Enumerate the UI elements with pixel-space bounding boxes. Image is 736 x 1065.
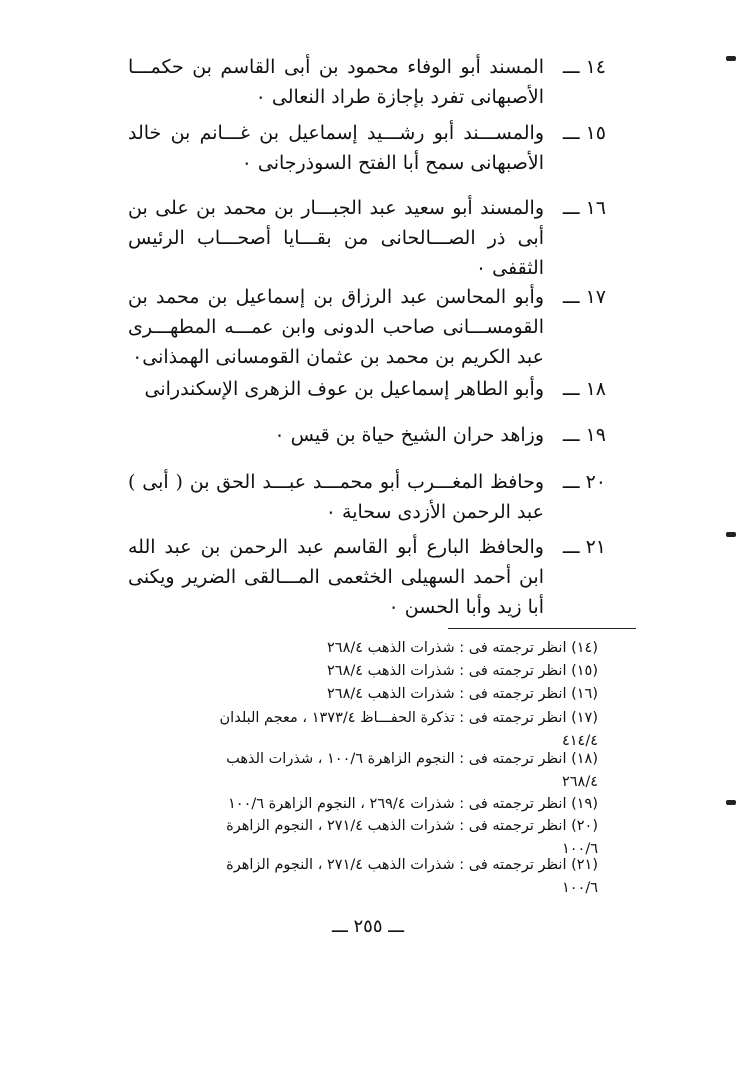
entry-number: ٢١ ـــ [562, 536, 606, 558]
footnote-15 [138, 660, 598, 683]
footnote-18 [138, 748, 598, 794]
footnote-line: (١٥) انظر ترجمته فى : شذرات الذهب ٢٦٨/٤ [327, 663, 598, 679]
entry-line: والمسند أبو سعيد عبد الجبـــار بن محمد بن على بن [128, 197, 544, 219]
footnote-line: (٢٠) انظر ترجمته فى : شذرات الذهب ٢٧١/٤ ، النجوم الزاهرة [226, 818, 598, 834]
entry-line: الأصبهانى تفرد بإجازة طراد النعالى ٠ [255, 86, 544, 108]
entry-21 [128, 532, 606, 622]
footnote-21 [138, 854, 598, 900]
footnote-14 [138, 637, 598, 660]
entry-number: ٢٠ ـــ [562, 471, 606, 493]
footnote-separator [448, 628, 636, 629]
footnote-16 [138, 683, 598, 706]
entry-line: وحافظ المغـــرب أبو محمـــد عبـــد الحق بن ( أبى ) [128, 471, 544, 493]
entry-line: ابن أحمد السهيلى الخثعمى المـــالقى الضرير ويكنى [128, 566, 544, 588]
footnote-line: ١٠٠/٦ [561, 841, 598, 857]
footnote-line: (١٤) انظر ترجمته فى : شذرات الذهب ٢٦٨/٤ [327, 640, 598, 656]
footnote-line: ٢٦٨/٤ [561, 774, 598, 790]
footnote-line: (٢١) انظر ترجمته فى : شذرات الذهب ٢٧١/٤ ، النجوم الزاهرة [226, 857, 598, 873]
entry-line: والحافظ البارع أبو القاسم عبد الرحمن بن عبد الله [128, 536, 544, 558]
entry-line: وزاهد حران الشيخ حياة بن قيس ٠ [274, 424, 544, 446]
entry-number: ١٧ ـــ [562, 286, 606, 308]
footnote-17 [138, 707, 598, 753]
footnote-line: (١٧) انظر ترجمته فى : تذكرة الحفـــاظ ١٣٧٣/٤ ، معجم البلدان [219, 710, 598, 726]
entry-line: والمســـند أبو رشـــيد إسماعيل بن غـــانم بن خالد [128, 122, 544, 144]
entry-line: وأبو المحاسن عبد الرزاق بن إسماعيل بن محمد بن [128, 286, 544, 308]
entry-16 [128, 193, 606, 283]
entry-line: الثقفى ٠ [475, 257, 544, 279]
entry-14 [128, 52, 606, 112]
entry-line: عبد الكريم بن محمد بن عثمان القومسانى الهمذانى٠ [132, 346, 544, 368]
entry-number: ١٤ ـــ [562, 56, 606, 78]
footnote-19 [138, 793, 598, 816]
footnote-line: (١٩) انظر ترجمته فى : شذرات ٢٦٩/٤ ، النجوم الزاهرة ١٠٠/٦ [228, 796, 598, 812]
footnote-line: (١٦) انظر ترجمته فى : شذرات الذهب ٢٦٨/٤ [327, 686, 598, 702]
entry-20 [128, 467, 606, 527]
scan-edge-mark [726, 800, 736, 805]
entry-line: المسند أبو الوفاء محمود بن أبى القاسم بن حكمـــا [128, 56, 544, 78]
footnote-line: ٤١٤/٤ [561, 733, 598, 749]
footnote-line: (١٨) انظر ترجمته فى : النجوم الزاهرة ١٠٠/٦ ، شذرات الذهب [226, 751, 598, 767]
entry-17 [128, 282, 606, 372]
entry-line: وأبو الطاهر إسماعيل بن عوف الزهرى الإسكندرانى [144, 378, 544, 400]
entry-number: ١٦ ـــ [562, 197, 606, 219]
entry-line: القومســـانى صاحب الدونى وابن عمـــه المطهـــرى [128, 316, 544, 338]
page-number: ـــ ٢٥٥ ـــ [331, 916, 405, 937]
entry-line: أبا زيد وأبا الحسن ٠ [388, 596, 544, 618]
entry-number: ١٥ ـــ [562, 122, 606, 144]
entry-18 [128, 374, 606, 404]
entry-line: عبد الرحمن الأزدى سحاية ٠ [325, 501, 544, 523]
entry-number: ١٨ ـــ [562, 378, 606, 400]
entry-number: ١٩ ـــ [562, 424, 606, 446]
footnote-line: ١٠٠/٦ [561, 880, 598, 896]
scan-edge-mark [726, 532, 736, 537]
scan-edge-mark [726, 56, 736, 61]
entry-15 [128, 118, 606, 178]
entry-19 [128, 420, 606, 450]
entry-line: الأصبهانى سمح أبا الفتح السوذرجانى ٠ [241, 152, 544, 174]
entry-line: أبى ذر الصـــالحانى من بقـــايا أصحـــاب الرئيس [128, 227, 544, 249]
